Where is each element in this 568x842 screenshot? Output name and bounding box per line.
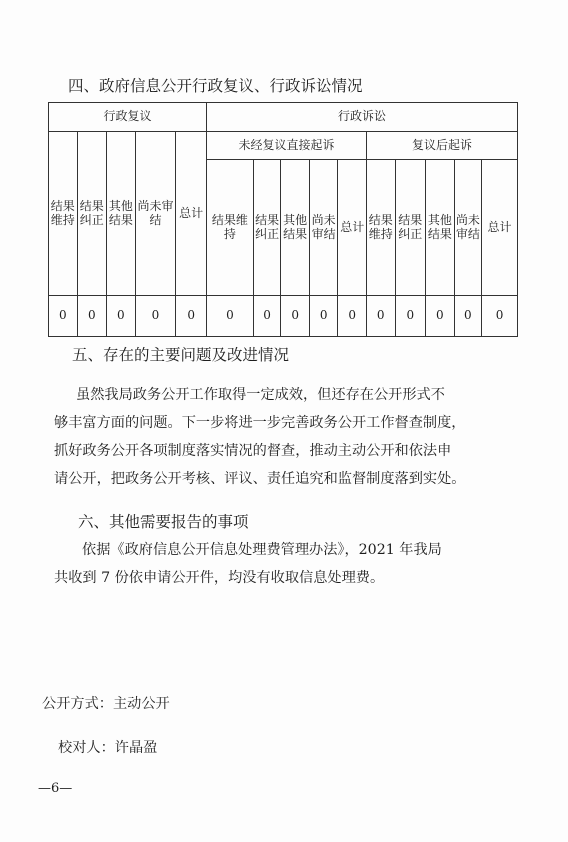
value-cell: 0 [338, 296, 367, 337]
value-cell: 0 [454, 296, 482, 337]
paragraph-line: 依据《政府信息公开信息处理费管理办法》，2021 年我局 [82, 542, 442, 558]
header-direct-suit: 未经复议直接起诉 [206, 132, 366, 160]
section-6-title: 六、其他需要报告的事项 [78, 513, 249, 531]
value-cell: 0 [135, 296, 176, 337]
value-cell: 0 [206, 296, 253, 337]
after-col-other: 其他结果 [426, 160, 455, 296]
direct-col-other: 其他结果 [281, 160, 310, 296]
review-col-corrected: 结果纠正 [77, 132, 107, 296]
value-cell: 0 [366, 296, 395, 337]
value-cell: 0 [426, 296, 455, 337]
header-after-review-suit: 复议后起诉 [366, 132, 517, 160]
value-cell: 0 [176, 296, 207, 337]
value-cell: 0 [482, 296, 518, 337]
section-6-body [54, 536, 534, 592]
paragraph-line: 共收到 7 份依申请公开件，均没有收取信息处理费。 [54, 570, 385, 586]
disclosure-value: 主动公开 [112, 696, 170, 712]
after-col-total: 总计 [482, 160, 518, 296]
review-col-total: 总计 [176, 132, 207, 296]
review-col-pending: 尚未审结 [135, 132, 176, 296]
direct-col-upheld: 结果维持 [206, 160, 253, 296]
paragraph-line: 虽然我局政务公开工作取得一定成效，但还存在公开形式不 [76, 387, 445, 403]
review-col-other: 其他结果 [107, 132, 136, 296]
litigation-review-table [48, 102, 518, 337]
page-number: —6— [38, 781, 73, 796]
value-cell: 0 [281, 296, 310, 337]
header-admin-review: 行政复议 [49, 103, 207, 132]
proofreader [58, 737, 157, 757]
direct-col-pending: 尚未审结 [309, 160, 338, 296]
direct-col-corrected: 结果纠正 [253, 160, 281, 296]
value-cell: 0 [395, 296, 426, 337]
paragraph-line: 够丰富方面的问题。下一步将进一步完善政务公开工作督查制度， [54, 415, 466, 431]
header-admin-litigation: 行政诉讼 [206, 103, 517, 132]
section-4-title: 四、政府信息公开行政复议、行政诉讼情况 [68, 77, 363, 95]
after-col-corrected: 结果纠正 [395, 160, 426, 296]
paragraph-line: 抓好政务公开各项制度落实情况的督查，推动主动公开和依法申 [54, 443, 452, 459]
disclosure-method [42, 693, 170, 713]
value-cell: 0 [309, 296, 338, 337]
value-cell: 0 [49, 296, 78, 337]
proofreader-label: 校对人： [58, 740, 115, 756]
paragraph-line: 请公开，把政务公开考核、评议、责任追究和监督制度落到实处。 [54, 471, 466, 487]
section-5-body [54, 381, 534, 493]
direct-col-total: 总计 [338, 160, 367, 296]
value-cell: 0 [77, 296, 107, 337]
value-cell: 0 [253, 296, 281, 337]
review-col-upheld: 结果维持 [49, 132, 78, 296]
disclosure-label: 公开方式： [42, 696, 113, 712]
value-cell: 0 [107, 296, 136, 337]
section-5-title: 五、存在的主要问题及改进情况 [72, 346, 290, 364]
after-col-upheld: 结果维持 [366, 160, 395, 296]
proofreader-value: 许晶盈 [114, 740, 158, 756]
after-col-pending: 尚未审结 [454, 160, 482, 296]
